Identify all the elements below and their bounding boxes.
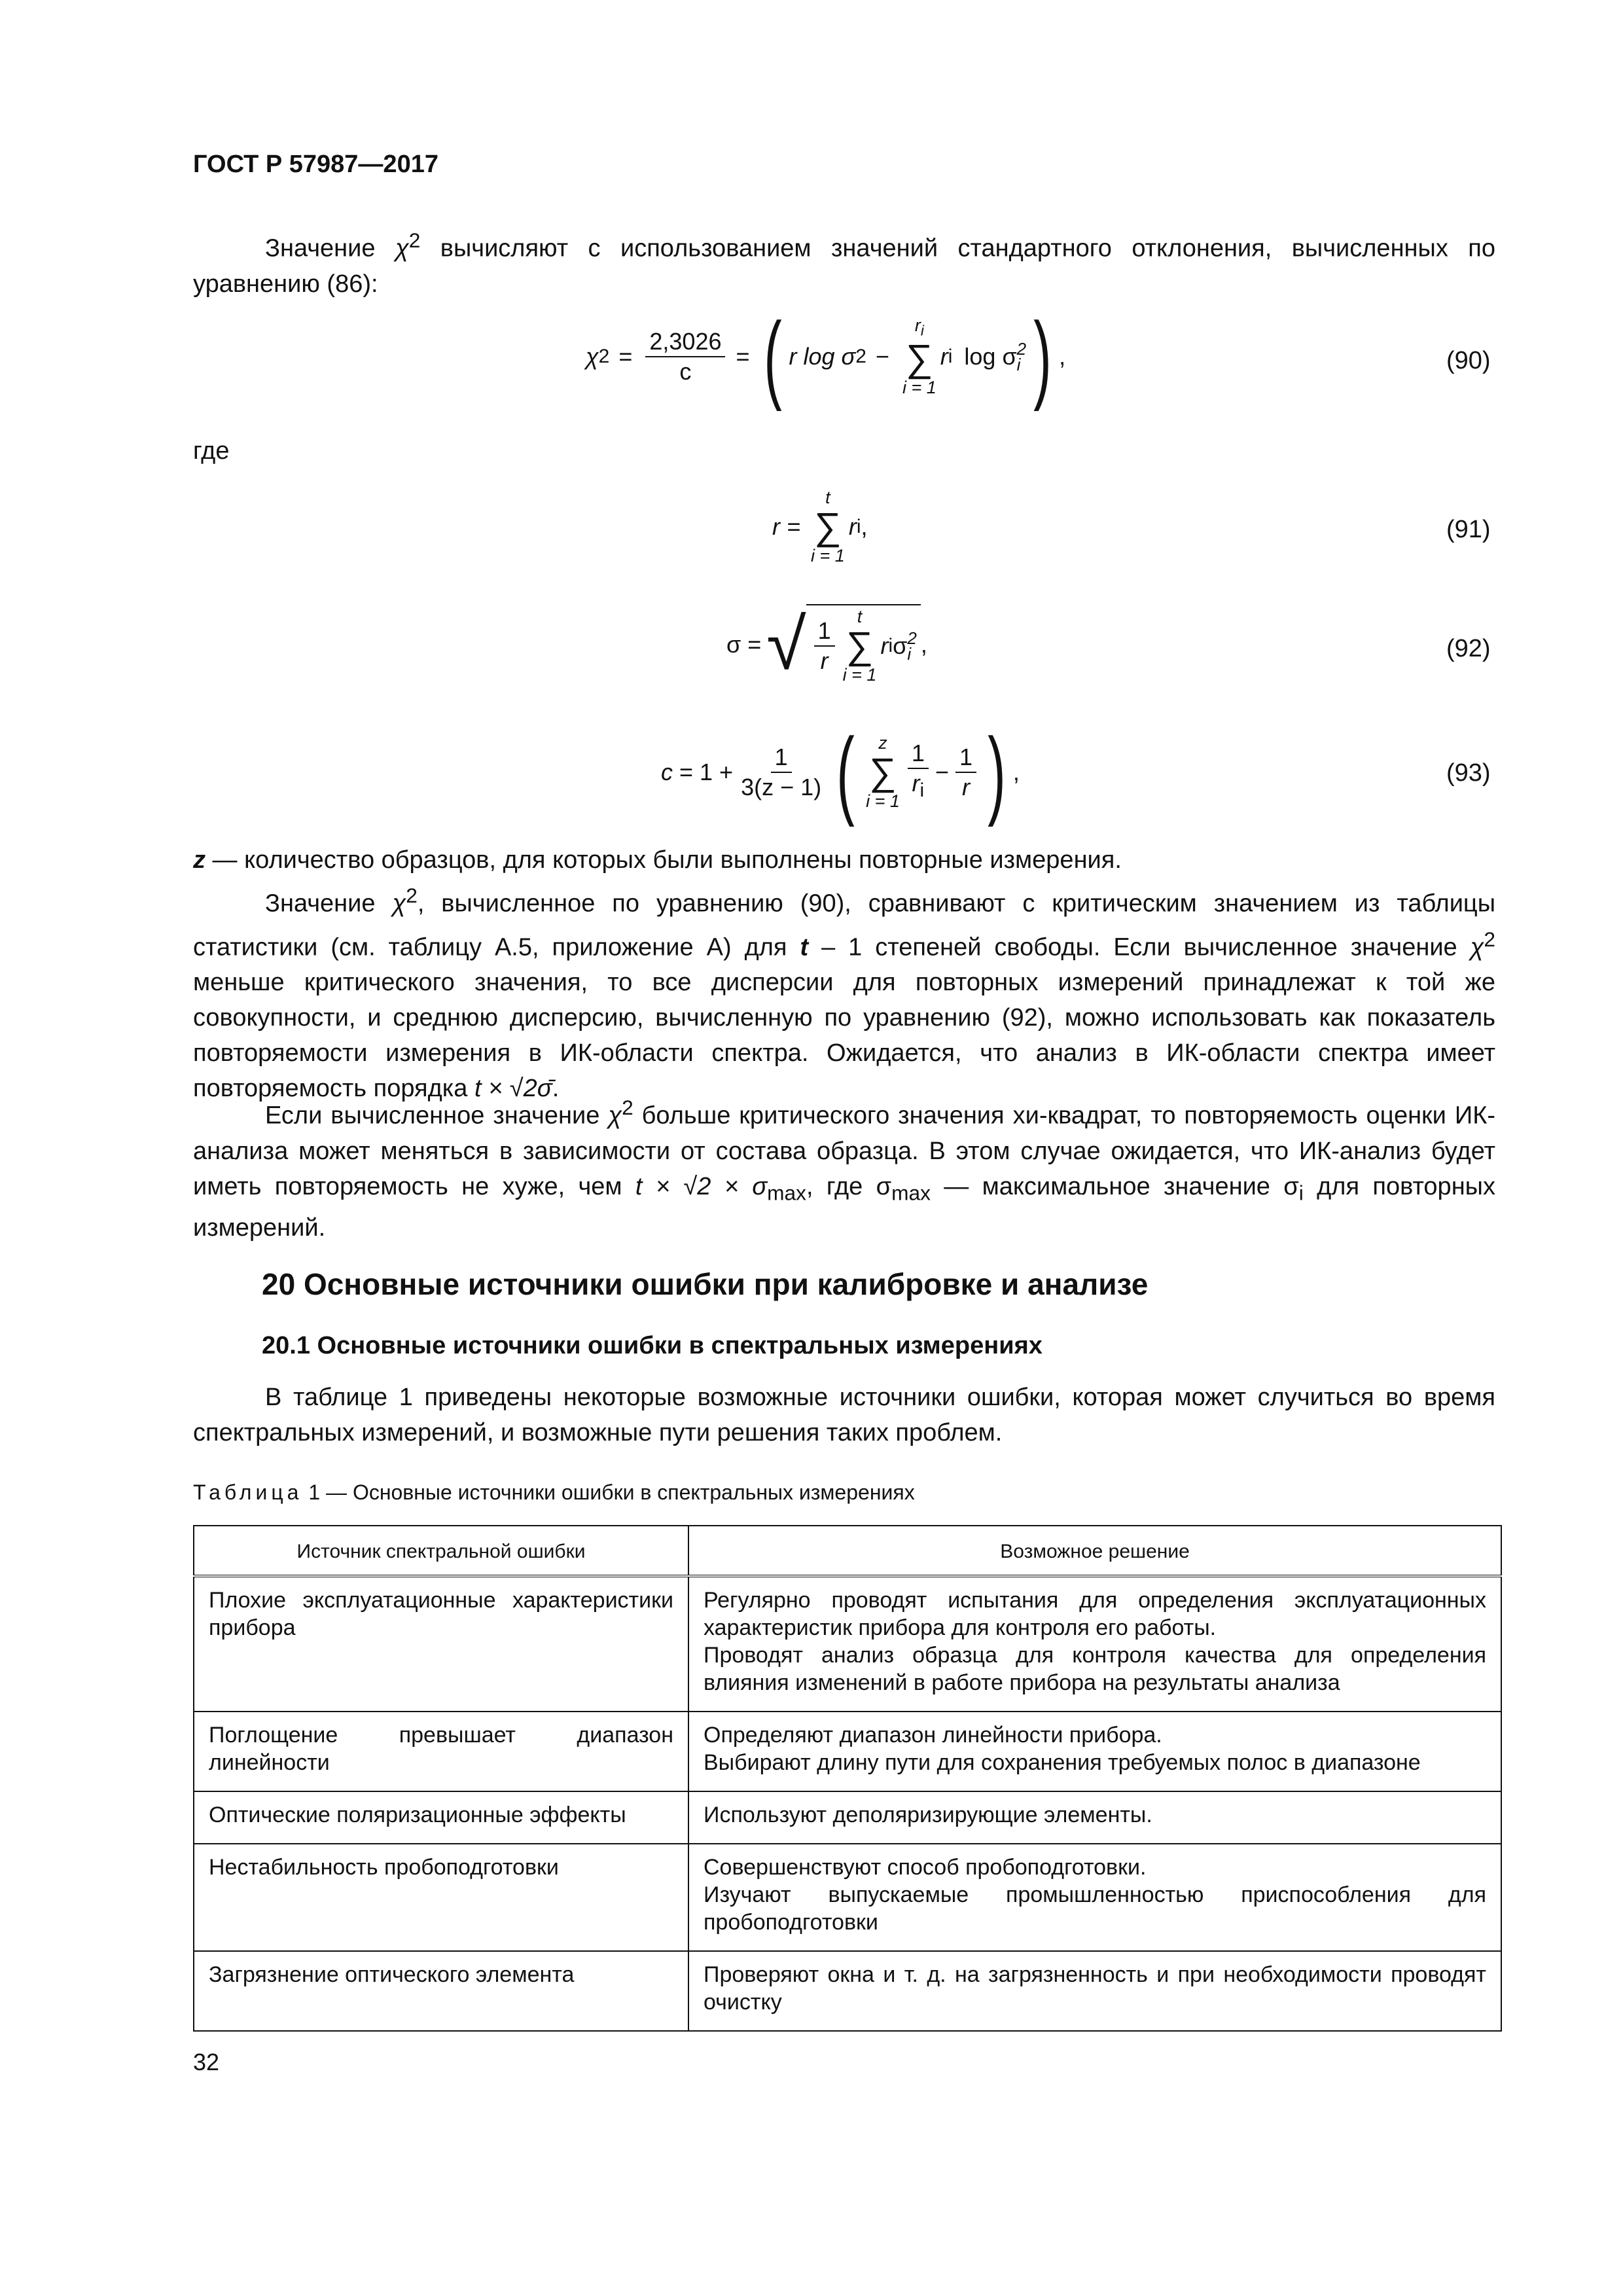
sigma-symbol: σ [893, 632, 908, 659]
paragraph-chi-greater [193, 1090, 1495, 1246]
fraction [955, 744, 976, 800]
eq-term: log σ [964, 343, 1017, 370]
subscript: i [920, 322, 924, 339]
chi-symbol: χ [395, 234, 409, 262]
error-source-cell: Нестабильность пробоподготовки [194, 1844, 688, 1951]
superscript: 2 [622, 1096, 633, 1119]
column-header: Источник спектральной ошибки [194, 1526, 688, 1576]
subscript: i [919, 780, 925, 802]
fraction-numerator: 1 [814, 618, 835, 647]
table-caption-text: 1 — Основные источники ошибки в спектральных измерениях [302, 1480, 915, 1504]
equation-number-91: (91) [1446, 516, 1491, 543]
eq-term: r [848, 513, 857, 540]
solution-line: Регулярно проводят испытания для определения эксплуатационных характеристик прибора для контроля его работы. [704, 1588, 1486, 1640]
fraction [908, 740, 929, 804]
document-id: ГОСТ Р 57987—2017 [193, 151, 438, 178]
fraction-denominator: r [820, 647, 829, 674]
sum-operator [902, 315, 936, 397]
superscript: 2 [1016, 339, 1027, 359]
subscript: i [1016, 355, 1021, 374]
chi-symbol: χ [392, 889, 406, 918]
table-caption-word: Таблица [193, 1480, 303, 1504]
sum-operator [843, 607, 877, 685]
comma: , [1012, 759, 1020, 785]
table-row [194, 1791, 1501, 1844]
sum-sign: ∑ [869, 751, 897, 793]
z-definition [193, 842, 1495, 878]
sum-upper: z [878, 733, 887, 753]
sum-lower: i = 1 [902, 377, 936, 397]
subsection-heading: 20.1 Основные источники ошибки в спектральных измерениях [262, 1332, 1043, 1359]
fraction [645, 329, 725, 385]
where-label: где [193, 437, 230, 465]
para-text: больше критического значения хи-квадрат, то повторяемость оценки ИК-анализа может меняться в зависимости от состава образца. В этом случае ожидается, что ИК-анализ будет иметь повторяемость не хуже, чем [193, 1102, 1495, 1200]
fraction-denominator: 3(z − 1) [741, 774, 822, 800]
solution-cell [688, 1791, 1501, 1844]
fraction-denominator: r [961, 774, 970, 800]
sub-sup [907, 630, 916, 662]
table-intro-paragraph: В таблице 1 приведены некоторые возможные источники ошибки, которая может случиться во время спектральных измерений, и возможные пути решения таких проблем. [193, 1384, 1495, 1446]
superscript: 2 [907, 628, 917, 648]
solution-line: Определяют диапазон линейности прибора. [704, 1723, 1162, 1748]
equation-number-92: (92) [1446, 635, 1491, 662]
subscript: i [1298, 1181, 1304, 1205]
fraction-numerator: 1 [771, 744, 792, 773]
sub-sup [1017, 341, 1026, 372]
para-text: Если вычисленное значение [265, 1102, 609, 1130]
equation-93 [661, 717, 1020, 827]
eq-operator: − [875, 343, 889, 370]
eq-operator: = [618, 343, 633, 370]
equation-number-90: (90) [1446, 347, 1491, 374]
solution-line: Совершенствуют способ пробоподготовки. [704, 1855, 1147, 1880]
equation-92 [726, 596, 927, 694]
sum-upper-var: r [914, 315, 921, 336]
column-header: Возможное решение [688, 1526, 1501, 1576]
error-sources-table [193, 1525, 1502, 2032]
solution-line: Изучают выпускаемые промышленностью приспособления для пробоподготовки [704, 1882, 1486, 1935]
sum-sign: ∑ [814, 505, 842, 548]
solution-cell [688, 1844, 1501, 1951]
equation-number-93: (93) [1446, 759, 1491, 787]
z-definition-text: — количество образцов, для которых были выполнены повторные измерения. [205, 846, 1122, 874]
paragraph-chi-comparison [193, 878, 1495, 1106]
para-text: Значение [265, 889, 393, 918]
eq-term: r [880, 632, 889, 659]
sqrt-body [806, 604, 921, 685]
sum-sign: ∑ [906, 336, 933, 380]
para-text: – 1 степеней свободы. Если вычисленное значение [808, 933, 1471, 961]
sqrt-sign: √ [766, 604, 806, 685]
intro-text: Значение [265, 234, 395, 262]
table-header-row [194, 1526, 1501, 1576]
eq-lhs: c = 1 + [661, 759, 734, 785]
comma: , [1059, 343, 1066, 370]
repeatability-expression: t × √2σ̄ [474, 1075, 552, 1103]
subscript: i [907, 644, 912, 664]
error-source-cell: Загрязнение оптического элемента [194, 1951, 688, 2031]
sum-lower: i = 1 [811, 546, 845, 565]
z-variable: z [193, 846, 205, 874]
comma: , [861, 513, 868, 540]
error-source-cell: Оптические поляризационные эффекты [194, 1791, 688, 1844]
sum-upper [915, 315, 924, 339]
equation-91 [772, 478, 868, 576]
fraction-denominator: c [679, 358, 692, 385]
eq-operator: = [736, 343, 750, 370]
table-row [194, 1844, 1501, 1951]
eq-term: r log σ [789, 343, 856, 370]
right-paren: ) [1033, 302, 1052, 412]
para-text: меньше критического значения, то все дисперсии для повторных измерений принадлежат к той же совокупности, и среднюю дисперсию, вычисленную по уравнению (92), можно использовать как показатель повторяемости измерения в ИК-области спектра. Ожидается, что анализ в ИК-области спектра имеет повторяемость порядка [193, 969, 1495, 1103]
subscript: i [888, 635, 893, 656]
para-text: , вычисленное по уравнению (90), сравнивают с критическим значением из таблицы статистики (см. таблицу А.5, приложение А) для [193, 889, 1496, 961]
left-paren: ( [763, 302, 782, 412]
page-number: 32 [193, 2049, 220, 2075]
section-heading: 20 Основные источники ошибки при калибровке и анализе [262, 1267, 1149, 1301]
eq-operator: − [935, 759, 949, 785]
table-row [194, 1951, 1501, 2031]
para-text: для повторных измерений. [193, 1172, 1495, 1242]
sum-lower: i = 1 [842, 665, 877, 685]
eq-term: r [940, 343, 948, 370]
eq-symbol: χ [586, 343, 599, 370]
sigma-symbol: σ [876, 1172, 892, 1200]
sum-sign: ∑ [846, 624, 874, 667]
sum-operator [811, 488, 845, 566]
eq-symbol: σ = [726, 631, 762, 658]
table-caption [193, 1480, 915, 1505]
fraction-numerator: 1 [908, 740, 929, 769]
fraction-den-var: r [912, 770, 920, 797]
fraction-numerator: 1 [955, 744, 976, 773]
superscript: 2 [408, 228, 421, 252]
table-row [194, 1712, 1501, 1791]
sum-lower: i = 1 [866, 791, 900, 811]
solution-line: Проводят анализ образца для контроля качества для определения влияния изменений в работе прибора на результаты анализа [704, 1643, 1486, 1695]
repeatability-expression: t × √2 × σ [635, 1172, 768, 1200]
error-source-cell: Плохие эксплуатационные характеристики прибора [194, 1576, 688, 1712]
superscript: 2 [406, 884, 418, 907]
para-text: — максимальное значение [930, 1172, 1284, 1200]
superscript: 2 [855, 346, 866, 367]
intro-paragraph [193, 223, 1495, 302]
chi-symbol: χ [608, 1102, 622, 1130]
subscript: max [767, 1181, 806, 1205]
subscript: max [891, 1181, 931, 1205]
table-row [194, 1576, 1501, 1712]
left-paren: ( [836, 717, 855, 827]
para-text: , где [806, 1172, 876, 1200]
sum-upper: t [857, 607, 863, 626]
solution-line: Выбирают длину пути для сохранения требуемых полос в диапазоне [704, 1750, 1421, 1775]
superscript: 2 [598, 346, 610, 367]
eq-symbol: r = [772, 513, 801, 540]
equation-90 [586, 302, 1066, 412]
para-text: . [552, 1075, 560, 1103]
solution-cell [688, 1712, 1501, 1791]
fraction [814, 618, 835, 674]
sum-upper: t [825, 488, 830, 507]
sum-operator [866, 733, 900, 812]
fraction-numerator: 2,3026 [645, 329, 725, 357]
solution-line: Проверяют окна и т. д. на загрязненность и при необходимости проводят очистку [704, 1962, 1486, 2015]
fraction [737, 744, 825, 800]
fraction-denominator [908, 769, 929, 804]
subscript: i [856, 516, 861, 537]
solution-cell [688, 1951, 1501, 2031]
error-source-cell: Поглощение превышает диапазон линейности [194, 1712, 688, 1791]
superscript: 2 [1484, 927, 1495, 951]
intro-text: вычисляют с использованием значений стандартного отклонения, вычисленных по уравнению (86): [193, 234, 1495, 298]
solution-cell [688, 1576, 1501, 1712]
chi-symbol: χ [1470, 933, 1484, 961]
solution-line: Используют деполяризирующие элементы. [704, 1803, 1152, 1827]
subscript: i [948, 346, 953, 367]
t-variable: t [800, 933, 809, 961]
comma: , [920, 631, 927, 658]
right-paren: ) [988, 717, 1006, 827]
sigma-symbol: σ [1283, 1172, 1299, 1200]
